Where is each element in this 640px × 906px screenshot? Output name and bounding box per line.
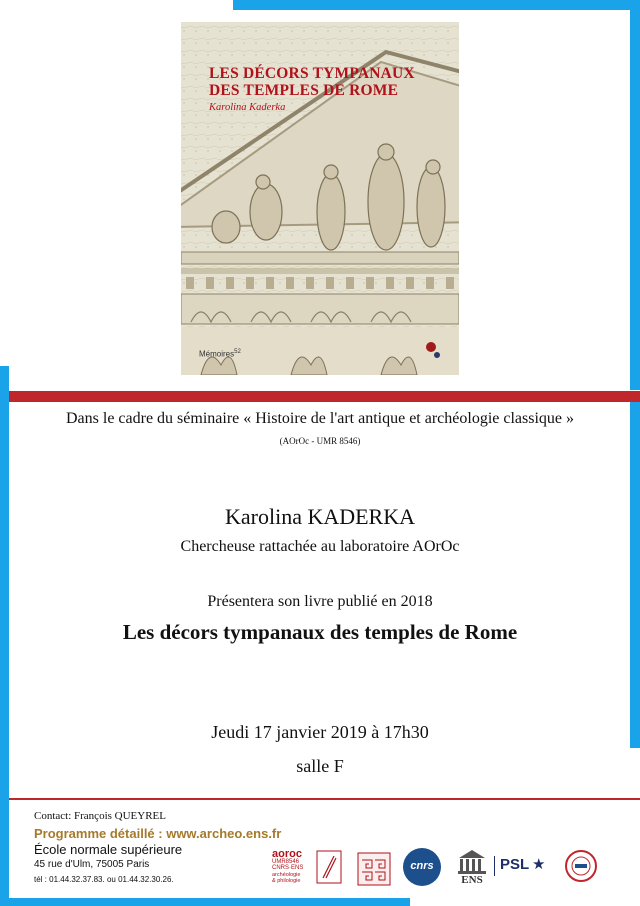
speaker-role: Chercheuse rattachée au laboratoire AOrOc bbox=[180, 538, 460, 555]
school-address: 45 rue d'Ulm, 75005 Paris bbox=[34, 859, 150, 870]
cover-title-line1: LES DÉCORS TYMPANAUX bbox=[209, 65, 415, 82]
cover-title-line2: DES TEMPLES DE ROME bbox=[209, 82, 399, 99]
seminar-lab: (AOrOc - UMR 8546) bbox=[279, 436, 361, 446]
event-room: salle F bbox=[296, 756, 344, 776]
event-date: Jeudi 17 janvier 2019 à 17h30 bbox=[211, 722, 429, 742]
aoroc-logo-sub1: UMR8546 bbox=[272, 859, 300, 865]
seal-icon bbox=[565, 850, 597, 882]
speaker-name: Karolina KADERKA bbox=[224, 504, 416, 529]
program-link[interactable]: Programme détaillé : www.archeo.ens.fr bbox=[34, 826, 282, 841]
red-divider-bar bbox=[0, 391, 640, 402]
ens-building-icon bbox=[455, 848, 489, 874]
cnrs-logo-text: cnrs bbox=[410, 860, 434, 872]
right-blue-bar-bottom bbox=[630, 402, 640, 748]
book-cover bbox=[181, 22, 459, 375]
psl-divider bbox=[494, 856, 495, 876]
ens-logo-text: ENS bbox=[461, 874, 483, 886]
top-blue-bar bbox=[233, 0, 640, 10]
psl-star-icon: ★ bbox=[532, 857, 546, 873]
psl-logo-text: PSL bbox=[500, 856, 530, 873]
aoroc-logo bbox=[272, 848, 342, 888]
cover-series: Mémoires$^{52}$ bbox=[199, 349, 241, 359]
aoroc-logo-sub3: archéologie bbox=[272, 872, 301, 878]
quill-pen-icon bbox=[316, 850, 342, 884]
book-title: Les décors tympanaux des temples de Rome bbox=[122, 620, 518, 644]
presentation-intro: Présentera son livre publié en 2018 bbox=[207, 593, 433, 610]
aoroc-logo-sub2: CNRS·ENS bbox=[272, 865, 304, 871]
phone-line: tél : 01.44.32.37.83. ou 01.44.32.30.26. bbox=[34, 875, 174, 884]
school-name: École normale supérieure bbox=[34, 842, 183, 857]
bottom-blue-bar bbox=[0, 898, 410, 906]
university-seal-logo bbox=[565, 850, 597, 882]
cover-author: Karolina Kaderka bbox=[209, 102, 286, 113]
aoroc-logo-name: aoroc bbox=[272, 848, 302, 860]
ens-logo bbox=[455, 848, 489, 888]
cnrs-logo bbox=[403, 848, 441, 886]
right-blue-bar-top bbox=[630, 0, 640, 390]
footer-red-line bbox=[9, 798, 640, 800]
contact-line: Contact: François QUEYREL bbox=[34, 810, 166, 822]
aoroc-logo-sub4: & philologie bbox=[272, 878, 301, 884]
psl-logo bbox=[494, 856, 552, 876]
meander-pattern-icon bbox=[357, 852, 391, 886]
seminar-line: Dans le cadre du séminaire « Histoire de l'art antique et archéologie classique » bbox=[65, 410, 575, 427]
ornamental-seal-logo bbox=[357, 852, 391, 886]
